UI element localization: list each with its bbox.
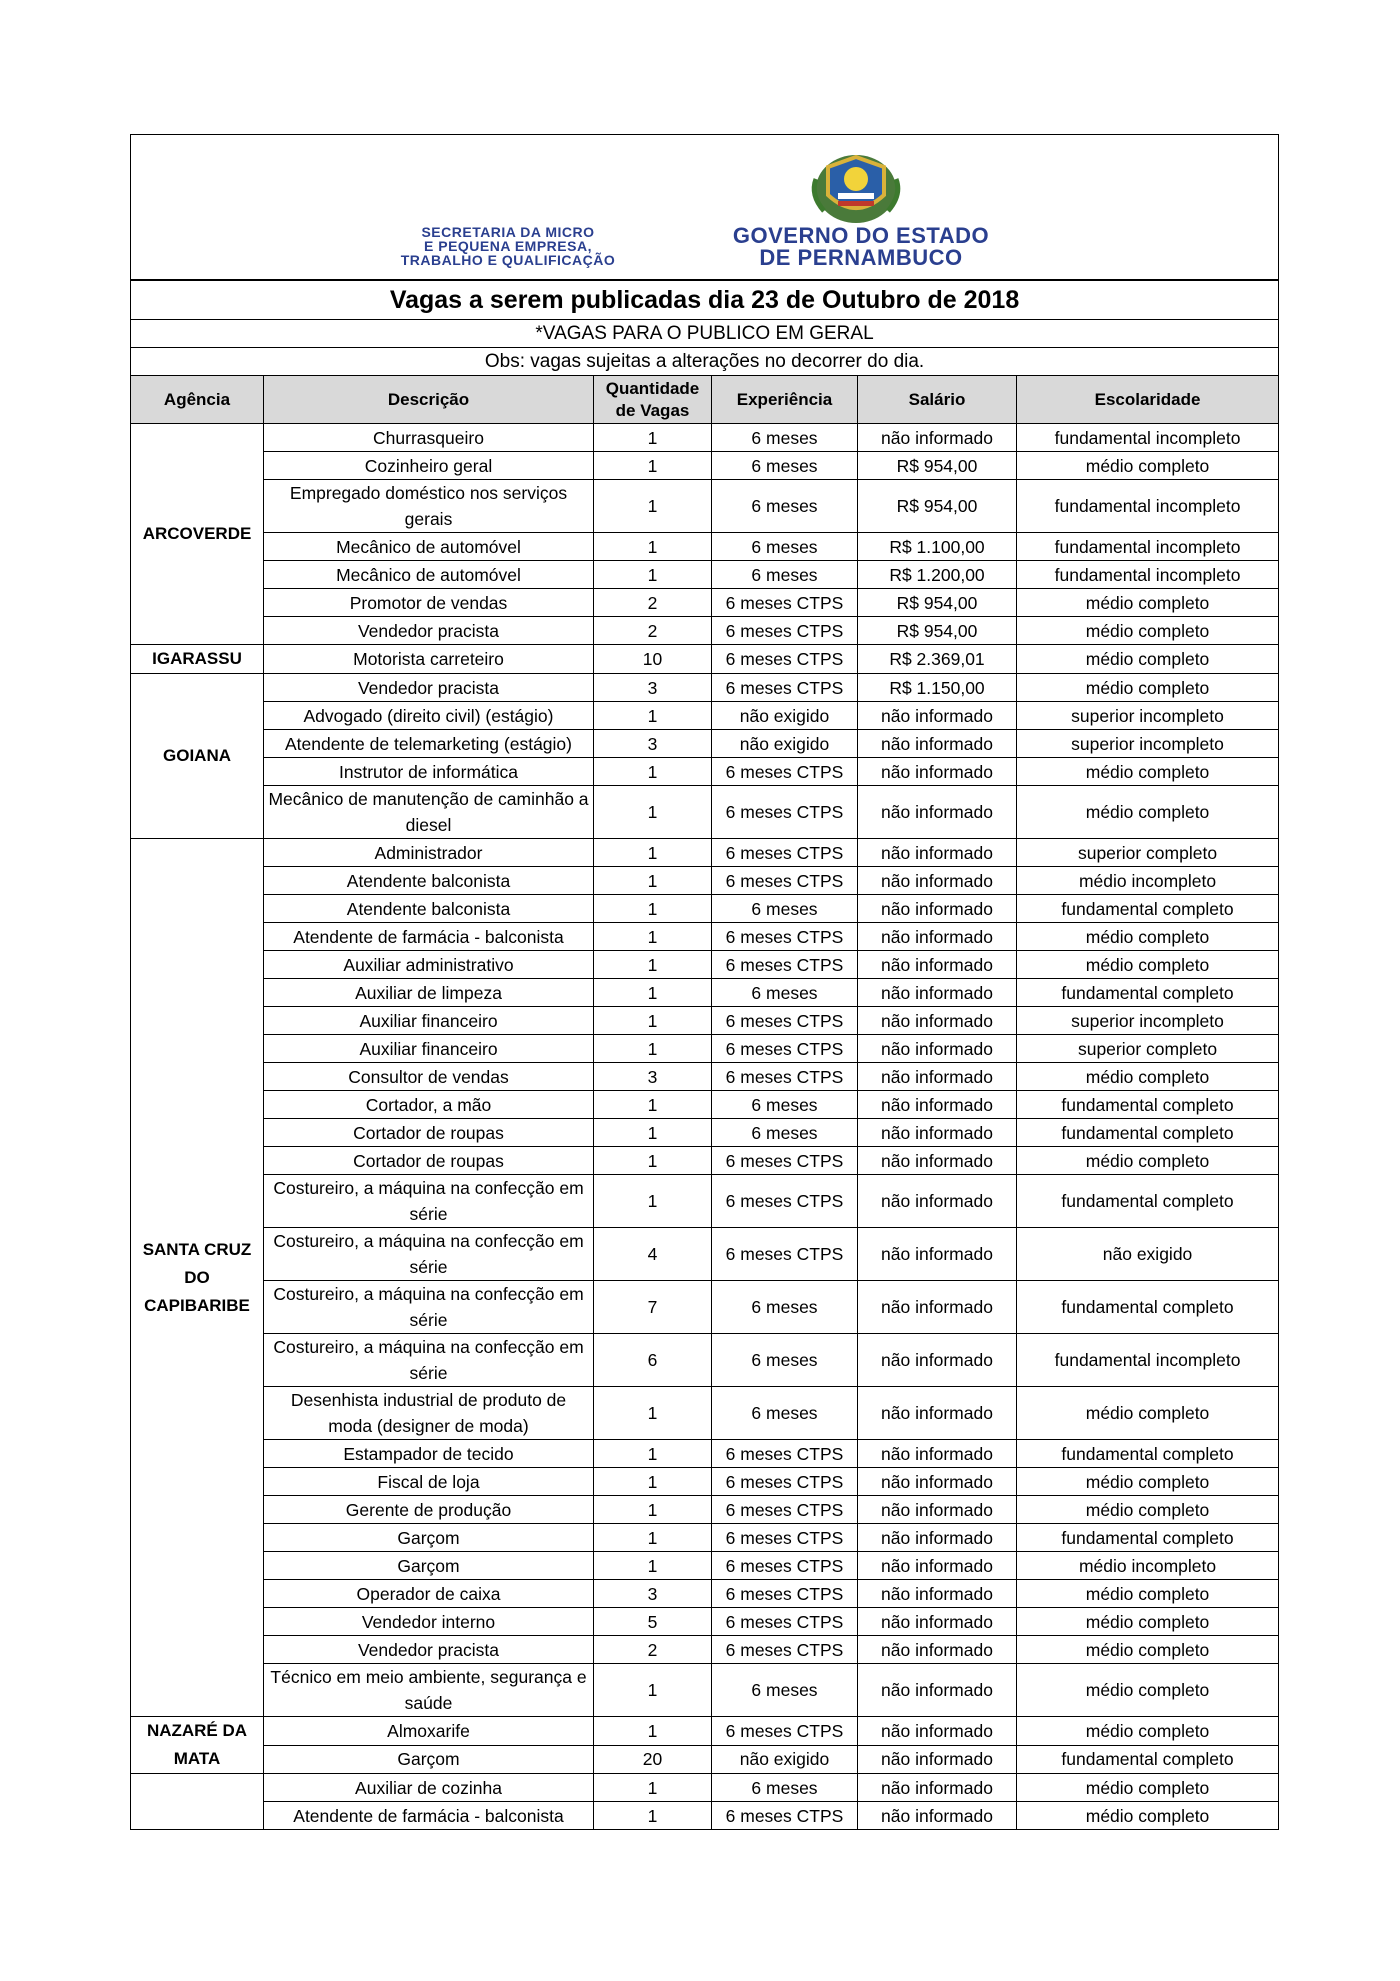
table-row: [131, 1580, 1279, 1608]
description-cell: Costureiro, a máquina na confecção em série: [264, 1334, 594, 1387]
experience-cell: 6 meses CTPS: [712, 617, 858, 645]
education-cell: fundamental incompleto: [1017, 561, 1279, 589]
description-cell: Atendente de farmácia - balconista: [264, 1802, 594, 1830]
table-row: [131, 480, 1279, 533]
table-row: [131, 1387, 1279, 1440]
education-cell: médio completo: [1017, 589, 1279, 617]
governo-line-2: DE PERNAMBUCO: [759, 245, 963, 270]
experience-cell: 6 meses: [712, 424, 858, 452]
table-row: [131, 1063, 1279, 1091]
quantity-cell: 2: [594, 1636, 712, 1664]
education-cell: médio incompleto: [1017, 867, 1279, 895]
experience-cell: 6 meses CTPS: [712, 1175, 858, 1228]
education-cell: médio completo: [1017, 1387, 1279, 1440]
table-row: [131, 1147, 1279, 1175]
salary-cell: R$ 954,00: [858, 480, 1017, 533]
table-row: [131, 730, 1279, 758]
quantity-cell: 1: [594, 758, 712, 786]
salary-cell: não informado: [858, 1035, 1017, 1063]
quantity-cell: 1: [594, 1774, 712, 1802]
experience-cell: 6 meses CTPS: [712, 839, 858, 867]
salary-cell: R$ 1.100,00: [858, 533, 1017, 561]
description-cell: Auxiliar administrativo: [264, 951, 594, 979]
table-row: [131, 1524, 1279, 1552]
description-cell: Vendedor pracista: [264, 674, 594, 702]
pernambuco-crest-icon: [806, 149, 906, 227]
salary-cell: não informado: [858, 1387, 1017, 1440]
description-cell: Auxiliar financeiro: [264, 1007, 594, 1035]
table-row: [131, 1802, 1279, 1830]
salary-cell: não informado: [858, 1147, 1017, 1175]
quantity-cell: 5: [594, 1608, 712, 1636]
header-descricao: Descrição: [264, 376, 594, 424]
quantity-cell: 1: [594, 702, 712, 730]
quantity-cell: 1: [594, 786, 712, 839]
quantity-cell: 3: [594, 1580, 712, 1608]
table-row: [131, 951, 1279, 979]
quantity-cell: 3: [594, 674, 712, 702]
quantity-cell: 7: [594, 1281, 712, 1334]
salary-cell: não informado: [858, 1119, 1017, 1147]
quantity-cell: 1: [594, 951, 712, 979]
salary-cell: R$ 1.200,00: [858, 561, 1017, 589]
agency-cell: ARCOVERDE: [131, 424, 264, 645]
description-cell: Garçom: [264, 1745, 594, 1774]
experience-cell: 6 meses: [712, 1091, 858, 1119]
quantity-cell: 1: [594, 1091, 712, 1119]
education-cell: médio completo: [1017, 1717, 1279, 1746]
description-cell: Vendedor pracista: [264, 617, 594, 645]
secretaria-line-2: E PEQUENA EMPRESA,: [424, 238, 592, 254]
job-listing-sheet: [130, 134, 1278, 1830]
secretaria-line-3: TRABALHO E QUALIFICAÇÃO: [400, 252, 616, 268]
salary-cell: R$ 954,00: [858, 589, 1017, 617]
table-row: [131, 1745, 1279, 1774]
description-cell: Vendedor pracista: [264, 1636, 594, 1664]
table-row: [131, 1334, 1279, 1387]
description-cell: Cozinheiro geral: [264, 452, 594, 480]
description-cell: Operador de caixa: [264, 1580, 594, 1608]
experience-cell: 6 meses: [712, 480, 858, 533]
description-cell: Instrutor de informática: [264, 758, 594, 786]
education-cell: médio completo: [1017, 758, 1279, 786]
education-cell: fundamental completo: [1017, 1440, 1279, 1468]
description-cell: Mecânico de automóvel: [264, 561, 594, 589]
salary-cell: não informado: [858, 1802, 1017, 1830]
vacancies-table: [130, 134, 1279, 1830]
table-row: [131, 1175, 1279, 1228]
experience-cell: 6 meses CTPS: [712, 1524, 858, 1552]
experience-cell: 6 meses CTPS: [712, 1147, 858, 1175]
table-row: [131, 923, 1279, 951]
salary-cell: não informado: [858, 923, 1017, 951]
secretaria-logo-text: [353, 225, 663, 267]
description-cell: Auxiliar de limpeza: [264, 979, 594, 1007]
experience-cell: 6 meses CTPS: [712, 923, 858, 951]
experience-cell: 6 meses CTPS: [712, 1717, 858, 1746]
quantity-cell: 1: [594, 923, 712, 951]
experience-cell: 6 meses CTPS: [712, 1063, 858, 1091]
experience-cell: 6 meses: [712, 533, 858, 561]
table-row: [131, 895, 1279, 923]
table-row: [131, 1281, 1279, 1334]
salary-cell: não informado: [858, 979, 1017, 1007]
salary-cell: não informado: [858, 424, 1017, 452]
experience-cell: 6 meses CTPS: [712, 1440, 858, 1468]
education-cell: superior incompleto: [1017, 1007, 1279, 1035]
table-row: [131, 645, 1279, 674]
salary-cell: não informado: [858, 1440, 1017, 1468]
education-cell: fundamental completo: [1017, 1745, 1279, 1774]
salary-cell: não informado: [858, 1717, 1017, 1746]
experience-cell: 6 meses CTPS: [712, 674, 858, 702]
experience-cell: 6 meses: [712, 1774, 858, 1802]
table-row: [131, 1636, 1279, 1664]
table-row: [131, 1552, 1279, 1580]
experience-cell: 6 meses CTPS: [712, 786, 858, 839]
salary-cell: não informado: [858, 730, 1017, 758]
table-row: [131, 1496, 1279, 1524]
education-cell: médio completo: [1017, 1147, 1279, 1175]
experience-cell: 6 meses CTPS: [712, 1802, 858, 1830]
education-cell: médio completo: [1017, 923, 1279, 951]
quantity-cell: 1: [594, 979, 712, 1007]
salary-cell: não informado: [858, 1745, 1017, 1774]
education-cell: médio completo: [1017, 1468, 1279, 1496]
quantity-cell: 1: [594, 561, 712, 589]
education-cell: fundamental completo: [1017, 979, 1279, 1007]
experience-cell: 6 meses CTPS: [712, 589, 858, 617]
description-cell: Atendente de telemarketing (estágio): [264, 730, 594, 758]
table-row: [131, 561, 1279, 589]
table-row: [131, 839, 1279, 867]
table-row: [131, 758, 1279, 786]
description-cell: Desenhista industrial de produto de moda (designer de moda): [264, 1387, 594, 1440]
salary-cell: não informado: [858, 1636, 1017, 1664]
education-cell: fundamental completo: [1017, 895, 1279, 923]
experience-cell: 6 meses CTPS: [712, 1580, 858, 1608]
education-cell: médio completo: [1017, 1063, 1279, 1091]
education-cell: médio completo: [1017, 1496, 1279, 1524]
table-row: [131, 979, 1279, 1007]
agency-cell: GOIANA: [131, 674, 264, 839]
salary-cell: não informado: [858, 1175, 1017, 1228]
salary-cell: não informado: [858, 867, 1017, 895]
description-cell: Costureiro, a máquina na confecção em série: [264, 1228, 594, 1281]
education-cell: médio completo: [1017, 1802, 1279, 1830]
quantity-cell: 20: [594, 1745, 712, 1774]
education-cell: médio completo: [1017, 951, 1279, 979]
table-row: [131, 1468, 1279, 1496]
header-escolaridade: Escolaridade: [1017, 376, 1279, 424]
education-cell: médio completo: [1017, 786, 1279, 839]
agency-cell: IGARASSU: [131, 645, 264, 674]
salary-cell: não informado: [858, 1774, 1017, 1802]
table-row: [131, 452, 1279, 480]
salary-cell: não informado: [858, 1007, 1017, 1035]
salary-cell: R$ 2.369,01: [858, 645, 1017, 674]
description-cell: Cortador de roupas: [264, 1119, 594, 1147]
header-experiencia: Experiência: [712, 376, 858, 424]
education-cell: superior completo: [1017, 1035, 1279, 1063]
quantity-cell: 1: [594, 452, 712, 480]
experience-cell: 6 meses CTPS: [712, 758, 858, 786]
salary-cell: não informado: [858, 1063, 1017, 1091]
quantity-cell: 1: [594, 895, 712, 923]
education-cell: médio completo: [1017, 617, 1279, 645]
salary-cell: não informado: [858, 786, 1017, 839]
education-cell: médio completo: [1017, 1636, 1279, 1664]
description-cell: Mecânico de manutenção de caminhão a diesel: [264, 786, 594, 839]
salary-cell: não informado: [858, 1281, 1017, 1334]
description-cell: Churrasqueiro: [264, 424, 594, 452]
table-row: [131, 702, 1279, 730]
education-cell: superior incompleto: [1017, 702, 1279, 730]
salary-cell: R$ 954,00: [858, 452, 1017, 480]
salary-cell: não informado: [858, 1334, 1017, 1387]
quantity-cell: 1: [594, 1664, 712, 1717]
description-cell: Cortador de roupas: [264, 1147, 594, 1175]
experience-cell: 6 meses: [712, 452, 858, 480]
table-row: [131, 617, 1279, 645]
description-cell: Empregado doméstico nos serviços gerais: [264, 480, 594, 533]
education-cell: fundamental completo: [1017, 1524, 1279, 1552]
table-row: [131, 786, 1279, 839]
description-cell: Almoxarife: [264, 1717, 594, 1746]
quantity-cell: 1: [594, 1119, 712, 1147]
description-cell: Garçom: [264, 1552, 594, 1580]
education-cell: médio completo: [1017, 1774, 1279, 1802]
quantity-cell: 3: [594, 730, 712, 758]
header-quantidade: Quantidade de Vagas: [594, 376, 712, 424]
education-cell: não exigido: [1017, 1228, 1279, 1281]
description-cell: Motorista carreteiro: [264, 645, 594, 674]
header-agencia: Agência: [131, 376, 264, 424]
education-cell: médio completo: [1017, 452, 1279, 480]
quantity-cell: 1: [594, 1496, 712, 1524]
table-row: [131, 1091, 1279, 1119]
experience-cell: 6 meses CTPS: [712, 1608, 858, 1636]
subtitle: *VAGAS PARA O PUBLICO EM GERAL: [131, 320, 1279, 348]
salary-cell: não informado: [858, 1664, 1017, 1717]
table-row: [131, 867, 1279, 895]
secretaria-line-1: SECRETARIA DA MICRO: [421, 224, 595, 240]
experience-cell: 6 meses CTPS: [712, 1496, 858, 1524]
quantity-cell: 10: [594, 645, 712, 674]
description-cell: Administrador: [264, 839, 594, 867]
education-cell: fundamental completo: [1017, 1091, 1279, 1119]
salary-cell: não informado: [858, 1608, 1017, 1636]
experience-cell: 6 meses CTPS: [712, 645, 858, 674]
experience-cell: 6 meses CTPS: [712, 1035, 858, 1063]
quantity-cell: 1: [594, 424, 712, 452]
experience-cell: 6 meses: [712, 561, 858, 589]
table-row: [131, 1035, 1279, 1063]
quantity-cell: 1: [594, 1387, 712, 1440]
table-row: [131, 1608, 1279, 1636]
description-cell: Estampador de tecido: [264, 1440, 594, 1468]
table-row: [131, 1774, 1279, 1802]
agency-cell: [131, 1774, 264, 1830]
salary-cell: R$ 1.150,00: [858, 674, 1017, 702]
description-cell: Atendente de farmácia - balconista: [264, 923, 594, 951]
salary-cell: não informado: [858, 839, 1017, 867]
education-cell: fundamental completo: [1017, 1281, 1279, 1334]
quantity-cell: 1: [594, 533, 712, 561]
description-cell: Gerente de produção: [264, 1496, 594, 1524]
education-cell: médio completo: [1017, 674, 1279, 702]
education-cell: superior incompleto: [1017, 730, 1279, 758]
availability-note: Obs: vagas sujeitas a alterações no decorrer do dia.: [131, 348, 1279, 376]
quantity-cell: 1: [594, 1717, 712, 1746]
experience-cell: 6 meses: [712, 979, 858, 1007]
education-cell: fundamental incompleto: [1017, 480, 1279, 533]
quantity-cell: 1: [594, 1175, 712, 1228]
quantity-cell: 2: [594, 589, 712, 617]
table-row: [131, 1440, 1279, 1468]
experience-cell: 6 meses CTPS: [712, 1636, 858, 1664]
education-cell: fundamental incompleto: [1017, 424, 1279, 452]
table-row: [131, 1717, 1279, 1746]
experience-cell: 6 meses: [712, 1334, 858, 1387]
description-cell: Atendente balconista: [264, 867, 594, 895]
quantity-cell: 1: [594, 1524, 712, 1552]
salary-cell: não informado: [858, 1552, 1017, 1580]
salary-cell: não informado: [858, 1228, 1017, 1281]
salary-cell: não informado: [858, 1524, 1017, 1552]
quantity-cell: 6: [594, 1334, 712, 1387]
quantity-cell: 1: [594, 1802, 712, 1830]
quantity-cell: 1: [594, 1147, 712, 1175]
description-cell: Auxiliar financeiro: [264, 1035, 594, 1063]
quantity-cell: 1: [594, 1440, 712, 1468]
experience-cell: 6 meses CTPS: [712, 1468, 858, 1496]
quantity-cell: 2: [594, 617, 712, 645]
experience-cell: 6 meses CTPS: [712, 951, 858, 979]
experience-cell: 6 meses CTPS: [712, 1007, 858, 1035]
governo-line-1: GOVERNO DO ESTADO: [732, 223, 990, 248]
description-cell: Costureiro, a máquina na confecção em série: [264, 1175, 594, 1228]
salary-cell: não informado: [858, 951, 1017, 979]
experience-cell: não exigido: [712, 1745, 858, 1774]
experience-cell: 6 meses: [712, 1664, 858, 1717]
quantity-cell: 1: [594, 480, 712, 533]
table-row: [131, 1007, 1279, 1035]
salary-cell: não informado: [858, 1468, 1017, 1496]
table-row: [131, 1228, 1279, 1281]
quantity-cell: 1: [594, 1007, 712, 1035]
experience-cell: 6 meses CTPS: [712, 1228, 858, 1281]
description-cell: Atendente balconista: [264, 895, 594, 923]
table-row: [131, 674, 1279, 702]
experience-cell: 6 meses: [712, 1387, 858, 1440]
description-cell: Consultor de vendas: [264, 1063, 594, 1091]
education-cell: fundamental completo: [1017, 1175, 1279, 1228]
description-cell: Vendedor interno: [264, 1608, 594, 1636]
description-cell: Técnico em meio ambiente, segurança e saúde: [264, 1664, 594, 1717]
description-cell: Garçom: [264, 1524, 594, 1552]
education-cell: médio completo: [1017, 1608, 1279, 1636]
quantity-cell: 1: [594, 1468, 712, 1496]
education-cell: médio completo: [1017, 1580, 1279, 1608]
description-cell: Cortador, a mão: [264, 1091, 594, 1119]
education-cell: médio completo: [1017, 645, 1279, 674]
experience-cell: 6 meses CTPS: [712, 867, 858, 895]
description-cell: Promotor de vendas: [264, 589, 594, 617]
quantity-cell: 1: [594, 867, 712, 895]
governo-logo-text: [686, 225, 1036, 269]
quantity-cell: 3: [594, 1063, 712, 1091]
quantity-cell: 1: [594, 1035, 712, 1063]
table-row: [131, 533, 1279, 561]
experience-cell: 6 meses CTPS: [712, 1552, 858, 1580]
quantity-cell: 4: [594, 1228, 712, 1281]
salary-cell: não informado: [858, 702, 1017, 730]
table-row: [131, 1119, 1279, 1147]
salary-cell: não informado: [858, 1091, 1017, 1119]
logo-header: [131, 135, 1279, 281]
table-row: [131, 589, 1279, 617]
experience-cell: não exigido: [712, 730, 858, 758]
salary-cell: R$ 954,00: [858, 617, 1017, 645]
salary-cell: não informado: [858, 1496, 1017, 1524]
experience-cell: 6 meses: [712, 1119, 858, 1147]
education-cell: médio incompleto: [1017, 1552, 1279, 1580]
experience-cell: 6 meses: [712, 1281, 858, 1334]
education-cell: fundamental completo: [1017, 1119, 1279, 1147]
agency-cell: SANTA CRUZ DO CAPIBARIBE: [131, 839, 264, 1717]
description-cell: Auxiliar de cozinha: [264, 1774, 594, 1802]
header-salario: Salário: [858, 376, 1017, 424]
quantity-cell: 1: [594, 1552, 712, 1580]
salary-cell: não informado: [858, 758, 1017, 786]
agency-cell: NAZARÉ DA MATA: [131, 1717, 264, 1774]
table-row: [131, 424, 1279, 452]
education-cell: superior completo: [1017, 839, 1279, 867]
description-cell: Fiscal de loja: [264, 1468, 594, 1496]
education-cell: médio completo: [1017, 1664, 1279, 1717]
education-cell: fundamental incompleto: [1017, 533, 1279, 561]
experience-cell: 6 meses: [712, 895, 858, 923]
description-cell: Advogado (direito civil) (estágio): [264, 702, 594, 730]
page-title: Vagas a serem publicadas dia 23 de Outubro de 2018: [131, 280, 1279, 320]
description-cell: Mecânico de automóvel: [264, 533, 594, 561]
salary-cell: não informado: [858, 1580, 1017, 1608]
table-row: [131, 1664, 1279, 1717]
education-cell: fundamental incompleto: [1017, 1334, 1279, 1387]
quantity-cell: 1: [594, 839, 712, 867]
salary-cell: não informado: [858, 895, 1017, 923]
experience-cell: não exigido: [712, 702, 858, 730]
description-cell: Costureiro, a máquina na confecção em série: [264, 1281, 594, 1334]
